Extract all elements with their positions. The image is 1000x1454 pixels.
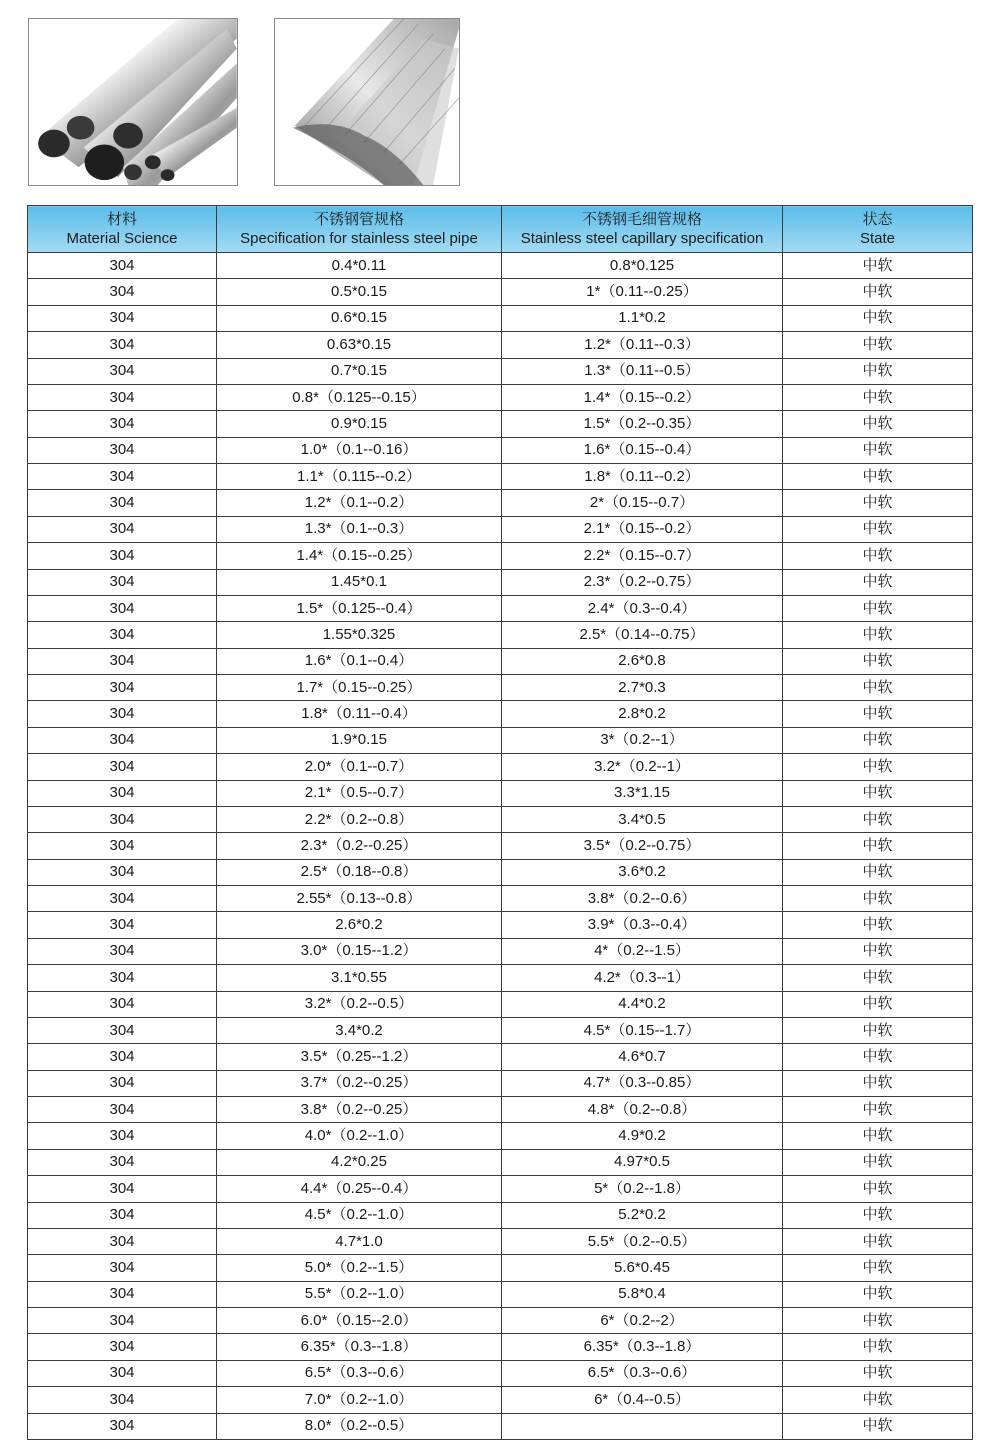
cell-pipe-spec: 0.9*0.15 [217, 411, 502, 437]
cell-state: 中软 [783, 701, 973, 727]
cell-material: 304 [28, 701, 217, 727]
cell-state: 中软 [783, 754, 973, 780]
cell-state: 中软 [783, 411, 973, 437]
cell-material: 304 [28, 1176, 217, 1202]
cell-capillary-spec: 2.3*（0.2--0.75） [502, 569, 783, 595]
cell-capillary-spec: 1.2*（0.11--0.3） [502, 332, 783, 358]
cell-material: 304 [28, 886, 217, 912]
stainless-steel-capillary-tubes-photo [274, 18, 460, 186]
cell-pipe-spec: 7.0*（0.2--1.0） [217, 1387, 502, 1413]
cell-pipe-spec: 5.0*（0.2--1.5） [217, 1255, 502, 1281]
cell-pipe-spec: 1.8*（0.11--0.4） [217, 701, 502, 727]
cell-state: 中软 [783, 332, 973, 358]
header-capillary-spec [502, 206, 783, 253]
cell-pipe-spec: 1.7*（0.15--0.25） [217, 675, 502, 701]
table-row [28, 622, 973, 648]
cell-capillary-spec: 6*（0.2--2） [502, 1308, 783, 1334]
table-row [28, 938, 973, 964]
cell-state: 中软 [783, 1413, 973, 1439]
cell-state: 中软 [783, 305, 973, 331]
table-row [28, 490, 973, 516]
cell-state: 中软 [783, 965, 973, 991]
pipes-illustration [29, 19, 237, 185]
table-body [28, 253, 973, 1440]
cell-material: 304 [28, 1070, 217, 1096]
cell-pipe-spec: 6.0*（0.15--2.0） [217, 1308, 502, 1334]
cell-capillary-spec: 6.5*（0.3--0.6） [502, 1360, 783, 1386]
cell-material: 304 [28, 358, 217, 384]
table-row [28, 569, 973, 595]
cell-capillary-spec: 5.5*（0.2--0.5） [502, 1228, 783, 1254]
cell-state: 中软 [783, 1176, 973, 1202]
cell-capillary-spec: 2.1*（0.15--0.2） [502, 516, 783, 542]
cell-material: 304 [28, 1360, 217, 1386]
cell-material: 304 [28, 1228, 217, 1254]
cell-pipe-spec: 0.8*（0.125--0.15） [217, 384, 502, 410]
cell-state: 中软 [783, 648, 973, 674]
cell-pipe-spec: 1.1*（0.115--0.2） [217, 464, 502, 490]
cell-state: 中软 [783, 1308, 973, 1334]
cell-pipe-spec: 4.2*0.25 [217, 1149, 502, 1175]
cell-material: 304 [28, 1308, 217, 1334]
table-row [28, 437, 973, 463]
cell-pipe-spec: 4.7*1.0 [217, 1228, 502, 1254]
cell-state: 中软 [783, 464, 973, 490]
cell-pipe-spec: 3.8*（0.2--0.25） [217, 1097, 502, 1123]
cell-capillary-spec: 6*（0.4--0.5） [502, 1387, 783, 1413]
cell-capillary-spec: 4.5*（0.15--1.7） [502, 1017, 783, 1043]
cell-material: 304 [28, 938, 217, 964]
cell-state: 中软 [783, 1334, 973, 1360]
cell-material: 304 [28, 253, 217, 279]
cell-state: 中软 [783, 384, 973, 410]
cell-state: 中软 [783, 1097, 973, 1123]
cell-material: 304 [28, 384, 217, 410]
header-capillary-spec-zh: 不锈钢毛细管规格 [581, 211, 702, 228]
cell-pipe-spec: 1.0*（0.1--0.16） [217, 437, 502, 463]
header-state-zh: 状态 [862, 211, 893, 228]
table-row [28, 543, 973, 569]
cell-pipe-spec: 1.5*（0.125--0.4） [217, 595, 502, 621]
cell-state: 中软 [783, 358, 973, 384]
table-row [28, 1202, 973, 1228]
cell-state: 中软 [783, 253, 973, 279]
cell-capillary-spec [502, 1413, 783, 1439]
cell-state: 中软 [783, 595, 973, 621]
cell-material: 304 [28, 780, 217, 806]
cell-capillary-spec: 1.1*0.2 [502, 305, 783, 331]
cell-material: 304 [28, 305, 217, 331]
table-row [28, 305, 973, 331]
cell-capillary-spec: 2.5*（0.14--0.75） [502, 622, 783, 648]
cell-state: 中软 [783, 569, 973, 595]
cell-pipe-spec: 4.4*（0.25--0.4） [217, 1176, 502, 1202]
header-material-zh: 材料 [106, 211, 137, 228]
header-pipe-spec-zh: 不锈钢管规格 [313, 211, 404, 228]
cell-material: 304 [28, 833, 217, 859]
cell-material: 304 [28, 1255, 217, 1281]
cell-capillary-spec: 5*（0.2--1.8） [502, 1176, 783, 1202]
cell-state: 中软 [783, 1387, 973, 1413]
cell-capillary-spec: 2.6*0.8 [502, 648, 783, 674]
table-row [28, 833, 973, 859]
cell-capillary-spec: 4.8*（0.2--0.8） [502, 1097, 783, 1123]
cell-pipe-spec: 3.1*0.55 [217, 965, 502, 991]
cell-capillary-spec: 4.6*0.7 [502, 1044, 783, 1070]
table-row [28, 595, 973, 621]
cell-material: 304 [28, 1281, 217, 1307]
cell-material: 304 [28, 1017, 217, 1043]
cell-pipe-spec: 5.5*（0.2--1.0） [217, 1281, 502, 1307]
table-row [28, 253, 973, 279]
cell-pipe-spec: 6.35*（0.3--1.8） [217, 1334, 502, 1360]
cell-state: 中软 [783, 912, 973, 938]
stainless-steel-pipes-photo [28, 18, 238, 186]
cell-material: 304 [28, 543, 217, 569]
cell-state: 中软 [783, 1281, 973, 1307]
cell-material: 304 [28, 675, 217, 701]
cell-material: 304 [28, 859, 217, 885]
cell-pipe-spec: 2.5*（0.18--0.8） [217, 859, 502, 885]
cell-pipe-spec: 0.7*0.15 [217, 358, 502, 384]
cell-capillary-spec: 1*（0.11--0.25） [502, 279, 783, 305]
cell-capillary-spec: 4.9*0.2 [502, 1123, 783, 1149]
cell-material: 304 [28, 437, 217, 463]
cell-material: 304 [28, 332, 217, 358]
cell-material: 304 [28, 806, 217, 832]
cell-material: 304 [28, 622, 217, 648]
cell-state: 中软 [783, 859, 973, 885]
cell-state: 中软 [783, 279, 973, 305]
table-row [28, 991, 973, 1017]
cell-state: 中软 [783, 1360, 973, 1386]
cell-pipe-spec: 0.4*0.11 [217, 253, 502, 279]
header-material-en: Material Science [66, 230, 178, 247]
cell-pipe-spec: 1.9*0.15 [217, 727, 502, 753]
cell-capillary-spec: 2.4*（0.3--0.4） [502, 595, 783, 621]
cell-state: 中软 [783, 675, 973, 701]
cell-capillary-spec: 3.4*0.5 [502, 806, 783, 832]
cell-state: 中软 [783, 991, 973, 1017]
cell-capillary-spec: 2.8*0.2 [502, 701, 783, 727]
table-row [28, 358, 973, 384]
cell-capillary-spec: 2.2*（0.15--0.7） [502, 543, 783, 569]
cell-material: 304 [28, 1123, 217, 1149]
cell-material: 304 [28, 965, 217, 991]
cell-capillary-spec: 3.9*（0.3--0.4） [502, 912, 783, 938]
cell-state: 中软 [783, 1070, 973, 1096]
cell-capillary-spec: 4.4*0.2 [502, 991, 783, 1017]
cell-pipe-spec: 3.5*（0.25--1.2） [217, 1044, 502, 1070]
cell-capillary-spec: 1.8*（0.11--0.2） [502, 464, 783, 490]
cell-pipe-spec: 3.4*0.2 [217, 1017, 502, 1043]
cell-pipe-spec: 3.7*（0.2--0.25） [217, 1070, 502, 1096]
cell-state: 中软 [783, 833, 973, 859]
cell-state: 中软 [783, 1202, 973, 1228]
cell-capillary-spec: 5.2*0.2 [502, 1202, 783, 1228]
cell-pipe-spec: 2.2*（0.2--0.8） [217, 806, 502, 832]
cell-pipe-spec: 0.6*0.15 [217, 305, 502, 331]
cell-capillary-spec: 0.8*0.125 [502, 253, 783, 279]
table-row [28, 1228, 973, 1254]
cell-capillary-spec: 3*（0.2--1） [502, 727, 783, 753]
cell-material: 304 [28, 569, 217, 595]
cell-capillary-spec: 4.2*（0.3--1） [502, 965, 783, 991]
cell-material: 304 [28, 1334, 217, 1360]
cell-pipe-spec: 1.6*（0.1--0.4） [217, 648, 502, 674]
cell-pipe-spec: 8.0*（0.2--0.5） [217, 1413, 502, 1439]
table-row [28, 332, 973, 358]
cell-material: 304 [28, 411, 217, 437]
table-row [28, 701, 973, 727]
cell-state: 中软 [783, 886, 973, 912]
header-state [783, 206, 973, 253]
cell-capillary-spec: 1.6*（0.15--0.4） [502, 437, 783, 463]
spec-table [27, 205, 973, 1440]
cell-material: 304 [28, 1413, 217, 1439]
table-row [28, 279, 973, 305]
cell-capillary-spec: 5.6*0.45 [502, 1255, 783, 1281]
cell-pipe-spec: 2.1*（0.5--0.7） [217, 780, 502, 806]
header-pipe-spec-en: Specification for stainless steel pipe [240, 230, 478, 247]
cell-material: 304 [28, 1149, 217, 1175]
table-row [28, 1097, 973, 1123]
table-row [28, 1308, 973, 1334]
cell-capillary-spec: 3.2*（0.2--1） [502, 754, 783, 780]
cell-pipe-spec: 1.55*0.325 [217, 622, 502, 648]
cell-state: 中软 [783, 543, 973, 569]
header-capillary-spec-en: Stainless steel capillary specification [520, 230, 764, 247]
cell-pipe-spec: 2.55*（0.13--0.8） [217, 886, 502, 912]
table-row [28, 754, 973, 780]
table-row [28, 727, 973, 753]
cell-state: 中软 [783, 780, 973, 806]
table-row [28, 886, 973, 912]
cell-pipe-spec: 0.5*0.15 [217, 279, 502, 305]
cell-material: 304 [28, 991, 217, 1017]
table-row [28, 912, 973, 938]
cell-state: 中软 [783, 1149, 973, 1175]
table-row [28, 1387, 973, 1413]
cell-state: 中软 [783, 938, 973, 964]
cell-state: 中软 [783, 1044, 973, 1070]
cell-capillary-spec: 4.7*（0.3--0.85） [502, 1070, 783, 1096]
cell-material: 304 [28, 595, 217, 621]
cell-material: 304 [28, 727, 217, 753]
cell-capillary-spec: 1.5*（0.2--0.35） [502, 411, 783, 437]
cell-pipe-spec: 6.5*（0.3--0.6） [217, 1360, 502, 1386]
cell-material: 304 [28, 1044, 217, 1070]
cell-pipe-spec: 3.2*（0.2--0.5） [217, 991, 502, 1017]
cell-capillary-spec: 3.6*0.2 [502, 859, 783, 885]
cell-state: 中软 [783, 1255, 973, 1281]
cell-material: 304 [28, 279, 217, 305]
cell-pipe-spec: 2.0*（0.1--0.7） [217, 754, 502, 780]
cell-material: 304 [28, 754, 217, 780]
cell-material: 304 [28, 516, 217, 542]
table-row [28, 1334, 973, 1360]
cell-state: 中软 [783, 1123, 973, 1149]
cell-material: 304 [28, 1387, 217, 1413]
cell-pipe-spec: 4.0*（0.2--1.0） [217, 1123, 502, 1149]
table-row [28, 859, 973, 885]
cell-material: 304 [28, 648, 217, 674]
cell-pipe-spec: 0.63*0.15 [217, 332, 502, 358]
cell-material: 304 [28, 464, 217, 490]
cell-state: 中软 [783, 516, 973, 542]
table-row [28, 1070, 973, 1096]
header-material [28, 206, 217, 253]
cell-pipe-spec: 1.4*（0.15--0.25） [217, 543, 502, 569]
header-state-en: State [859, 230, 896, 247]
cell-capillary-spec: 3.5*（0.2--0.75） [502, 833, 783, 859]
table-row [28, 648, 973, 674]
table-row [28, 384, 973, 410]
table-row [28, 411, 973, 437]
cell-pipe-spec: 2.3*（0.2--0.25） [217, 833, 502, 859]
cell-capillary-spec: 3.3*1.15 [502, 780, 783, 806]
cell-capillary-spec: 6.35*（0.3--1.8） [502, 1334, 783, 1360]
cell-pipe-spec: 1.2*（0.1--0.2） [217, 490, 502, 516]
cell-capillary-spec: 4*（0.2--1.5） [502, 938, 783, 964]
cell-state: 中软 [783, 1017, 973, 1043]
table-row [28, 1149, 973, 1175]
cell-capillary-spec: 1.4*（0.15--0.2） [502, 384, 783, 410]
table-row [28, 1176, 973, 1202]
cell-material: 304 [28, 912, 217, 938]
cell-capillary-spec: 5.8*0.4 [502, 1281, 783, 1307]
table-row [28, 1413, 973, 1439]
cell-pipe-spec: 1.3*（0.1--0.3） [217, 516, 502, 542]
cell-pipe-spec: 4.5*（0.2--1.0） [217, 1202, 502, 1228]
table-row [28, 1360, 973, 1386]
table-row [28, 464, 973, 490]
table-row [28, 1017, 973, 1043]
cell-pipe-spec: 1.45*0.1 [217, 569, 502, 595]
cell-capillary-spec: 3.8*（0.2--0.6） [502, 886, 783, 912]
cell-material: 304 [28, 490, 217, 516]
table-row [28, 780, 973, 806]
cell-capillary-spec: 2.7*0.3 [502, 675, 783, 701]
cell-state: 中软 [783, 727, 973, 753]
cell-pipe-spec: 3.0*（0.15--1.2） [217, 938, 502, 964]
table-row [28, 1281, 973, 1307]
cell-state: 中软 [783, 490, 973, 516]
table-row [28, 1044, 973, 1070]
header-pipe-spec [217, 206, 502, 253]
table-row [28, 965, 973, 991]
table-row [28, 1123, 973, 1149]
cell-capillary-spec: 4.97*0.5 [502, 1149, 783, 1175]
cell-state: 中软 [783, 437, 973, 463]
cell-material: 304 [28, 1097, 217, 1123]
cell-state: 中软 [783, 622, 973, 648]
cell-material: 304 [28, 1202, 217, 1228]
table-header [28, 206, 973, 253]
table-row [28, 675, 973, 701]
cell-capillary-spec: 2*（0.15--0.7） [502, 490, 783, 516]
table-row [28, 806, 973, 832]
cell-pipe-spec: 2.6*0.2 [217, 912, 502, 938]
capillary-tubes-illustration [275, 19, 459, 185]
cell-state: 中软 [783, 1228, 973, 1254]
cell-state: 中软 [783, 806, 973, 832]
cell-capillary-spec: 1.3*（0.11--0.5） [502, 358, 783, 384]
table-row [28, 516, 973, 542]
table-row [28, 1255, 973, 1281]
